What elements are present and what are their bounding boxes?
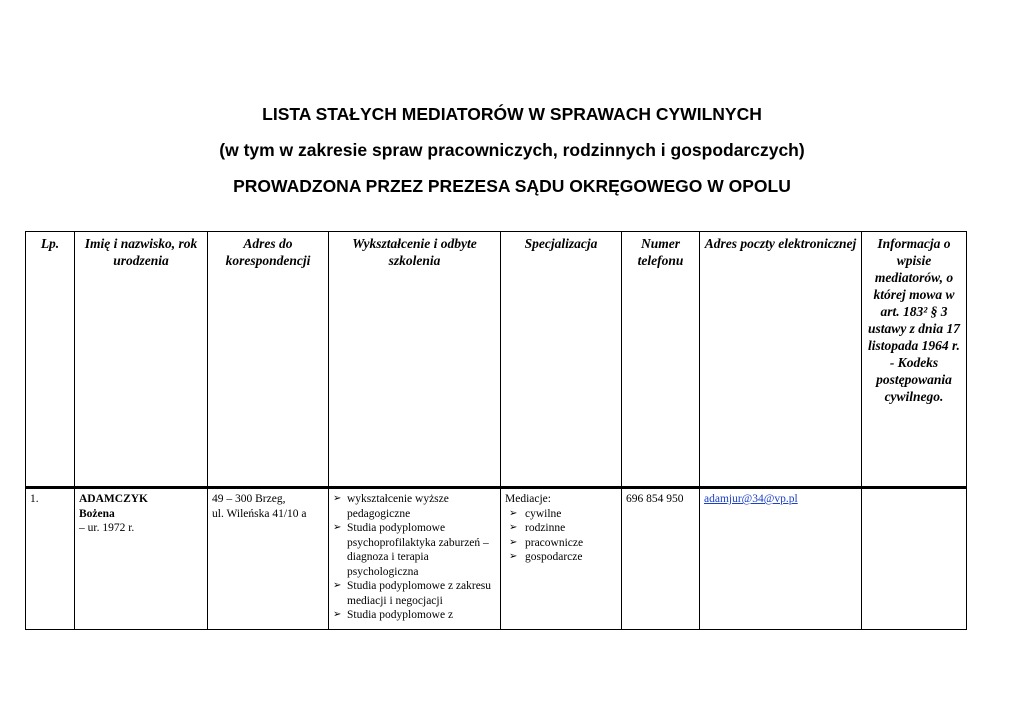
specialization-item: ➢ gospodarcze — [505, 550, 617, 565]
cell-info — [862, 488, 967, 630]
specialization-item: ➢ cywilne — [505, 507, 617, 522]
table-row — [26, 488, 967, 630]
education-list — [333, 492, 496, 623]
cell-education — [329, 488, 501, 630]
cell-lp: 1. — [26, 488, 75, 630]
address-line-1: 49 – 300 Brzeg, — [212, 493, 286, 505]
education-item: ➢ wykształcenie wyższe pedagogiczne — [333, 492, 496, 521]
education-item: ➢ Studia podyplomowe psychoprofilaktyka zaburzeń – diagnoza i terapia psychologiczna — [333, 521, 496, 579]
document-subtitle: (w tym w zakresie spraw pracowniczych, rodzinnych i gospodarczych) — [219, 140, 805, 160]
mediators-table — [25, 231, 967, 630]
header-phone: Numer telefonu — [622, 232, 700, 488]
cell-specialization — [501, 488, 622, 630]
mediator-firstname: Bożena — [79, 507, 115, 520]
header-lp: Lp. — [26, 232, 75, 488]
mediator-birth-year: – ur. 1972 r. — [79, 522, 135, 534]
specialization-list — [505, 507, 617, 565]
header-specialization: Specjalizacja — [501, 232, 622, 488]
cell-address — [208, 488, 329, 630]
header-info: Informacja o wpisie mediatorów, o której mowa w art. 183² § 3 ustawy z dnia 17 listopada 1964 r. - Kodeks postępowania cywilnego. — [862, 232, 967, 488]
document-title: LISTA STAŁYCH MEDIATORÓW W SPRAWACH CYWILNYCH — [262, 104, 762, 124]
address-line-2: ul. Wileńska 41/10 a — [212, 507, 307, 520]
table-header-row — [26, 232, 967, 488]
email-link[interactable]: adamjur@34@vp.pl — [704, 493, 798, 505]
header-address: Adres do korespondencji — [208, 232, 329, 488]
header-education: Wykształcenie i odbyte szkolenia — [329, 232, 501, 488]
header-name: Imię i nazwisko, rok urodzenia — [75, 232, 208, 488]
document-issuer: PROWADZONA PRZEZ PREZESA SĄDU OKRĘGOWEGO W OPOLU — [233, 176, 791, 196]
specialization-item: ➢ rodzinne — [505, 521, 617, 536]
education-item: ➢ Studia podyplomowe z — [333, 608, 496, 623]
specialization-item: ➢ pracownicze — [505, 536, 617, 551]
cell-name — [75, 488, 208, 630]
education-item: ➢ Studia podyplomowe z zakresu mediacji i negocjacji — [333, 579, 496, 608]
specialization-label: Mediacje: — [505, 493, 551, 505]
cell-email — [700, 488, 862, 630]
mediator-surname: ADAMCZYK — [79, 493, 148, 505]
cell-phone: 696 854 950 — [622, 488, 700, 630]
document-header — [0, 96, 1024, 204]
header-email: Adres poczty elektronicznej — [700, 232, 862, 488]
